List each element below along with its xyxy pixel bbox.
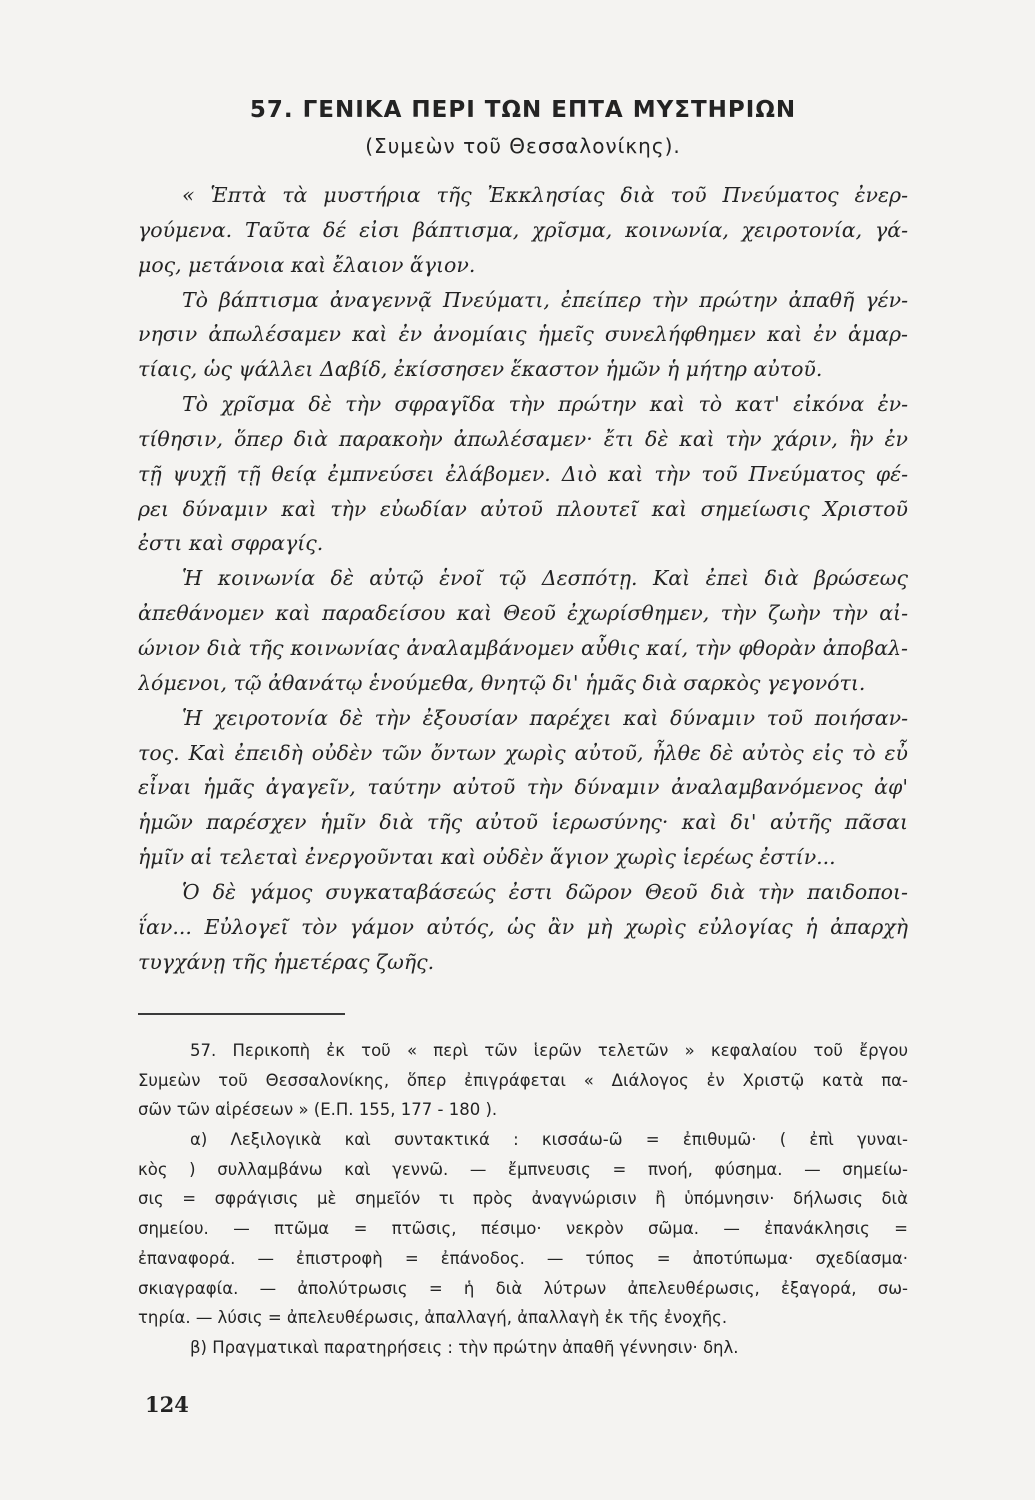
text-line: εἶναι ἡμᾶς ἀγαγεῖν, ταύτην αὐτοῦ τὴν δύναμιν ἀναλαμβανόμενος ἀφ' bbox=[138, 775, 908, 800]
text-line: τίθησιν, ὅπερ διὰ παρακοὴν ἀπωλέσαμεν· ἔτι δὲ καὶ τὴν χάριν, ἣν ἐν bbox=[138, 426, 908, 451]
text-line: ἐστι καὶ σφραγίς. bbox=[138, 531, 324, 556]
text-line: ΐαν... Εὐλογεῖ τὸν γάμον αὐτός, ὡς ἂν μὴ χωρὶς εὐλογίας ἡ ἀπαρχὴ bbox=[138, 914, 908, 939]
note-line: κὸς ) συλλαμβάνω καὶ γεννῶ. — ἔμπνευσις = πνοή, φύσημα. — σημείω- bbox=[138, 1159, 908, 1179]
note-line: β) Πραγματικαὶ παρατηρήσεις : τὴν πρώτην ἀπαθῆ γέννησιν· δηλ. bbox=[190, 1337, 739, 1357]
text-line: Ὁ δὲ γάμος συγκαταβάσεώς ἐστι δῶρον Θεοῦ διὰ τὴν παιδοποι- bbox=[182, 879, 908, 904]
chapter-subtitle: (Συμεὼν τοῦ Θεσσαλονίκης). bbox=[365, 134, 681, 158]
note-line: σῶν τῶν αἱρέσεων » (Ε.Π. 155, 177 - 180 ). bbox=[138, 1100, 498, 1120]
text-line: ἀπεθάνομεν καὶ παραδείσου καὶ Θεοῦ ἐχωρίσθημεν, τὴν ζωὴν τὴν αἰ- bbox=[138, 601, 908, 626]
text-line: Τὸ βάπτισμα ἀναγεννᾷ Πνεύματι, ἐπείπερ τὴν πρώτην ἀπαθῆ γέν- bbox=[182, 287, 908, 312]
text-line: ἡμῖν αἱ τελεταὶ ἐνεργοῦνται καὶ οὐδὲν ἅγιον χωρὶς ἱερέως ἐστίν... bbox=[138, 845, 836, 870]
text-line: τῇ ψυχῇ τῇ θείᾳ ἐμπνεύσει ἐλάβομεν. Διὸ καὶ τὴν τοῦ Πνεύματος φέ- bbox=[138, 461, 908, 486]
note-line: τηρία. — λύσις = ἀπελευθέρωσις, ἀπαλλαγή, ἀπαλλαγὴ ἐκ τῆς ἐνοχῆς. bbox=[138, 1308, 728, 1328]
text-line: Τὸ χρῖσμα δὲ τὴν σφραγῖδα τὴν πρώτην καὶ τὸ κατ' εἰκόνα ἐν- bbox=[182, 392, 908, 417]
text-line: μος, μετάνοια καὶ ἔλαιον ἅγιον. bbox=[138, 252, 476, 277]
text-line: ἡμῶν παρέσχεν ἡμῖν διὰ τῆς αὐτοῦ ἱερωσύνης· καὶ δι' αὐτῆς πᾶσαι bbox=[138, 810, 908, 835]
page-number: 124 bbox=[145, 1392, 189, 1417]
text-line: λόμενοι, τῷ ἀθανάτῳ ἑνούμεθα, θνητῷ δι' ἡμᾶς διὰ σαρκὸς γεγονότι. bbox=[138, 670, 866, 695]
note-line: σκιαγραφία. — ἀπολύτρωσις = ἡ διὰ λύτρων ἀπελευθέρωσις, ἐξαγορά, σω- bbox=[138, 1278, 908, 1298]
text-line: νησιν ἀπωλέσαμεν καὶ ἐν ἀνομίαις ἡμεῖς συνελήφθημεν καὶ ἐν ἁμαρ- bbox=[138, 322, 908, 347]
note-line: Συμεὼν τοῦ Θεσσαλονίκης, ὅπερ ἐπιγράφεται « Διάλογος ἐν Χριστῷ κατὰ πα- bbox=[138, 1070, 908, 1090]
text-line: τίαις, ὡς ψάλλει Δαβίδ, ἐκίσσησεν ἕκαστον ἡμῶν ἡ μήτηρ αὐτοῦ. bbox=[138, 357, 823, 382]
note-line: ἐπαναφορά. — ἐπιστροφὴ = ἐπάνοδος. — τύπος = ἀποτύπωμα· σχεδίασμα· bbox=[138, 1248, 908, 1268]
text-line: Ἡ κοινωνία δὲ αὐτῷ ἑνοῖ τῷ Δεσπότῃ. Καὶ ἐπεὶ διὰ βρώσεως bbox=[182, 566, 908, 591]
text-line: ρει δύναμιν καὶ τὴν εὐωδίαν αὐτοῦ πλουτεῖ καὶ σημείωσις Χριστοῦ bbox=[138, 496, 908, 521]
text-line: « Ἑπτὰ τὰ μυστήρια τῆς Ἐκκλησίας διὰ τοῦ Πνεύματος ἐνερ- bbox=[182, 183, 908, 207]
note-line: σις = σφράγισις μὲ σημεῖόν τι πρὸς ἀναγνώρισιν ἢ ὑπόμνησιν· δήλωσις διὰ bbox=[138, 1189, 908, 1209]
chapter-title: 57. ΓΕΝΙΚΑ ΠΕΡΙ ΤΩΝ ΕΠΤΑ ΜΥΣΤΗΡΙΩΝ bbox=[249, 97, 797, 123]
text-line: τυγχάνῃ τῆς ἡμετέρας ζωῆς. bbox=[138, 949, 435, 974]
text-line: τος. Καὶ ἐπειδὴ οὐδὲν τῶν ὄντων χωρὶς αὐτοῦ, ἦλθε δὲ αὐτὸς εἰς τὸ εὖ bbox=[138, 740, 908, 765]
footnote-divider bbox=[138, 1013, 345, 1015]
footnotes bbox=[138, 1036, 908, 1363]
main-text bbox=[138, 178, 908, 979]
text-line: γούμενα. Ταῦτα δέ εἰσι βάπτισμα, χρῖσμα, κοινωνία, χειροτονία, γά- bbox=[138, 217, 908, 242]
text-line: ώνιον διὰ τῆς κοινωνίας ἀναλαμβάνομεν αὖθις καί, τὴν φθορὰν ἀποβαλ- bbox=[138, 635, 908, 660]
note-line: 57. Περικοπὴ ἐκ τοῦ « περὶ τῶν ἱερῶν τελετῶν » κεφαλαίου τοῦ ἔργου bbox=[190, 1041, 908, 1060]
note-line: α) Λεξιλογικὰ καὶ συντακτικά : κισσάω-ῶ = ἐπιθυμῶ· ( ἐπὶ γυναι- bbox=[190, 1130, 908, 1150]
text-line: Ἡ χειροτονία δὲ τὴν ἐξουσίαν παρέχει καὶ δύναμιν τοῦ ποιήσαν- bbox=[182, 705, 908, 730]
note-line: σημείου. — πτῶμα = πτῶσις, πέσιμο· νεκρὸν σῶμα. — ἐπανάκλησις = bbox=[138, 1219, 908, 1239]
